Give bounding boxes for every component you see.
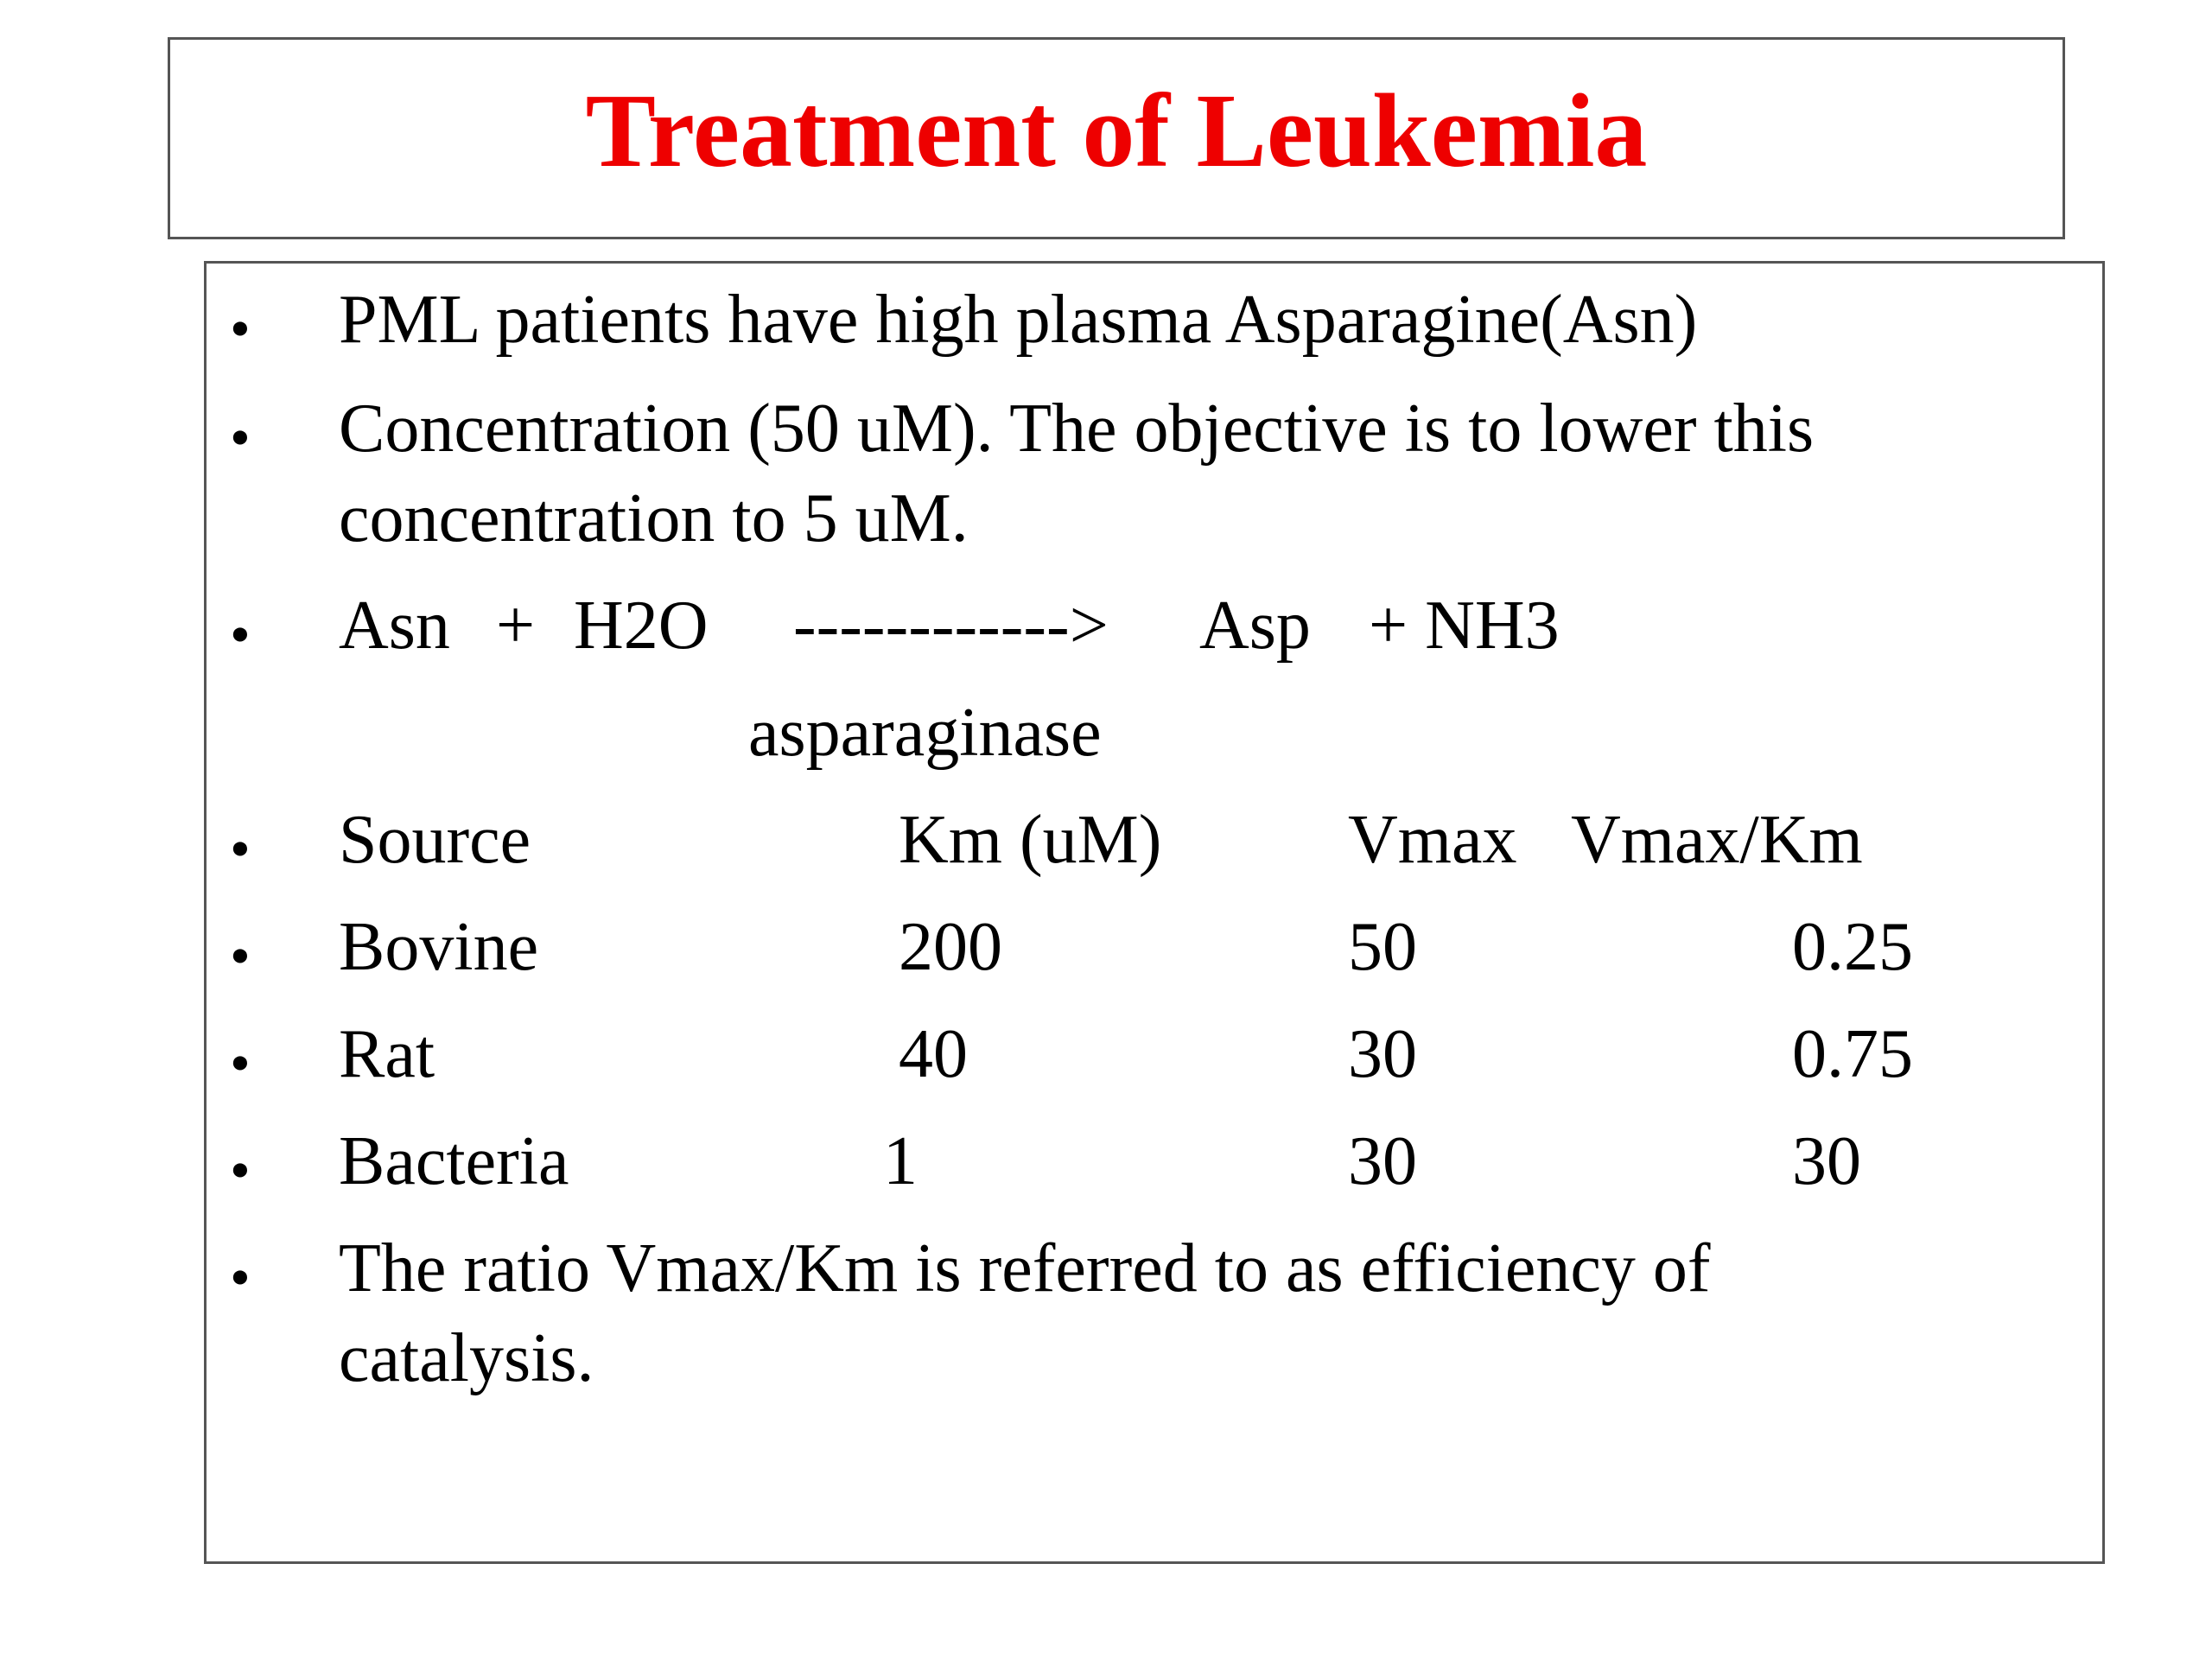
table-header-km: Km (uM) (899, 802, 1162, 878)
bullet-text-asparagine: PML patients have high plasma Asparagine(Asn) (339, 282, 1698, 358)
bullet-marker: • (230, 601, 251, 667)
bullet-text-efficiency: The ratio Vmax/Km is referred to as efficiency of (339, 1230, 1711, 1306)
reaction-enzyme: asparaginase (748, 695, 1102, 771)
reaction-plus: + (496, 588, 536, 664)
table-cell-source: Bacteria (339, 1123, 569, 1199)
table-cell-vmax: 30 (1348, 1016, 1417, 1092)
reaction-arrow: ------------> (793, 588, 1109, 664)
title-box (168, 37, 2065, 239)
bullet-marker: • (230, 1137, 251, 1203)
table-cell-source: Bovine (339, 909, 539, 985)
reaction-product-asp: Asp (1199, 588, 1311, 664)
bullet-marker: • (230, 1244, 251, 1310)
bullet-marker: • (230, 404, 251, 470)
bullet-text-concentration-cont: concentration to 5 uM. (339, 480, 969, 556)
table-header-vmax: Vmax (1348, 802, 1517, 878)
table-cell-km: 40 (899, 1016, 968, 1092)
table-cell-vmax-km: 0.25 (1792, 909, 1913, 985)
bullet-marker: • (230, 1030, 251, 1096)
table-cell-km: 1 (883, 1123, 918, 1199)
reaction-reactant-asn: Asn (339, 588, 450, 664)
bullet-marker: • (230, 816, 251, 881)
bullet-text-efficiency-cont: catalysis. (339, 1320, 594, 1396)
bullet-marker: • (230, 923, 251, 988)
slide-title: Treatment of Leukemia (585, 73, 1648, 189)
reaction-product-nh3: + NH3 (1369, 588, 1560, 664)
bullet-text-concentration: Concentration (50 uM). The objective is to lower this (339, 391, 1815, 467)
table-header-vmax-km: Vmax/Km (1571, 802, 1863, 878)
table-cell-vmax-km: 30 (1792, 1123, 1861, 1199)
table-cell-vmax: 50 (1348, 909, 1417, 985)
table-cell-km: 200 (899, 909, 1002, 985)
table-cell-vmax: 30 (1348, 1123, 1417, 1199)
bullet-marker: • (230, 296, 251, 361)
table-cell-vmax-km: 0.75 (1792, 1016, 1913, 1092)
table-header-source: Source (339, 802, 531, 878)
table-cell-source: Rat (339, 1016, 435, 1092)
reaction-reactant-h2o: H2O (574, 588, 709, 664)
